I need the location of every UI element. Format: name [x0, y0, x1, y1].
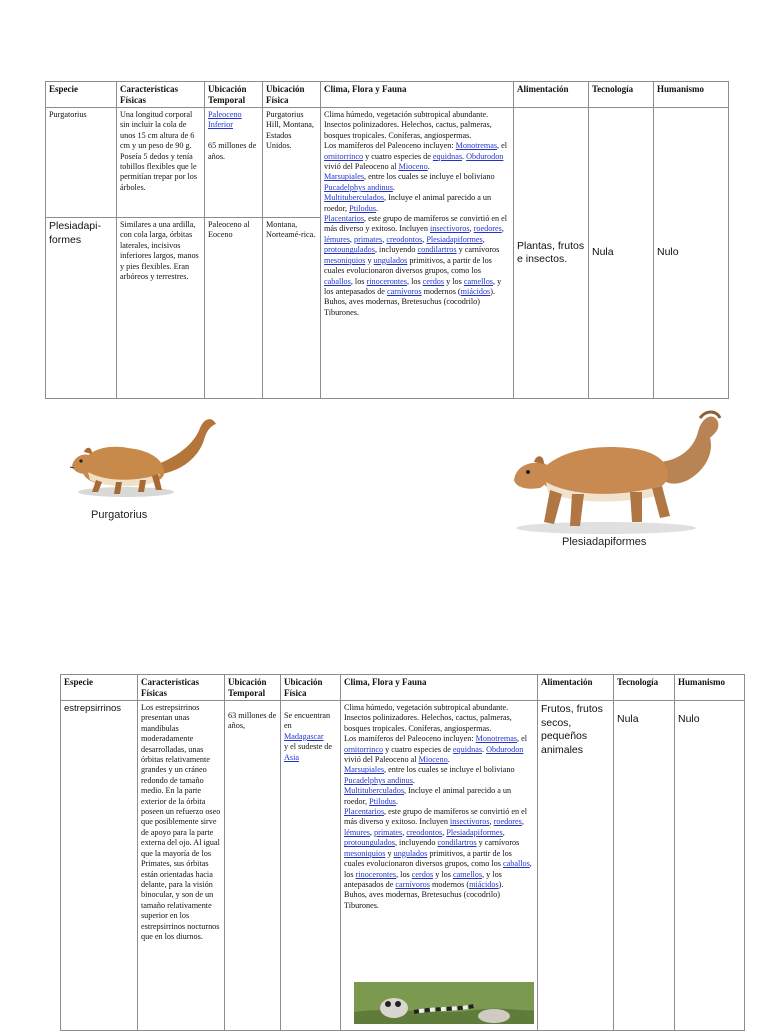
lemur-photo-graphic [354, 982, 534, 1024]
header-ubicacion-fisica: Ubicación Física [281, 675, 341, 701]
monotremas-link[interactable]: Monotremas [455, 141, 498, 151]
clima-text: , incluyendo [374, 245, 418, 255]
temporal-text: 65 millones de años. [208, 141, 257, 161]
camellos-link[interactable]: camellos [463, 276, 493, 286]
multituberculados-link[interactable]: Multituberculados [344, 786, 405, 796]
ungulados-link[interactable]: ungulados [393, 848, 428, 858]
clima-text: , entre los cuales se incluye el boliviano [384, 765, 515, 775]
mesoniquios-link[interactable]: mesoniquios [324, 255, 366, 265]
table-2-header-row [61, 675, 745, 701]
clima-text: , [482, 234, 485, 244]
clima-text: y cuatro especies de [363, 151, 433, 161]
caracteristicas-cell: Una longitud corporal sin incluir la cola de unos 15 cm altura de 6 cm y un peso de 90 g. Poseía 5 dedos y tenía tobillos flexibles que le permitían trepar por los árboles. [117, 108, 205, 218]
mioceno-link[interactable]: Mioceno [418, 755, 448, 765]
table-1 [45, 81, 729, 399]
clima-text: , [382, 234, 387, 244]
especie-cell: estrepsirrinos [61, 701, 138, 1031]
carnivoros-link[interactable]: carnívoros [395, 879, 430, 889]
clima-text: , [369, 827, 375, 837]
miacidos-link[interactable]: miácidos [460, 286, 491, 296]
clima-text: , el [517, 734, 528, 744]
caracteristicas-cell: Los estrepsirrinos presentan unas mandíbulas moderadamente desarrolladas, unas órbitas relativamente grandes y un cráneo redondo de tamaño medio. En la parte exterior de la órbita poseen un refuerzo oseo que posiblemente sirve de apoyo para la parte externa del ojo. Al igual que la mayoría de los Primates, sus órbitas están orientadas hacia delante, para la visión binocular, y son de un tamaño relativamente superior en los estrepsirrinos nocturnos que en los diurnos. [138, 701, 225, 1031]
clima-text: . [447, 755, 450, 765]
clima-text: y [385, 848, 394, 858]
humanismo-cell: Nulo [654, 108, 729, 399]
clima-text: , [402, 827, 407, 837]
asia-link[interactable]: Asia [284, 752, 300, 762]
caballos-link[interactable]: caballos [502, 859, 530, 869]
humanismo-cell: Nulo [675, 701, 745, 1031]
clima-text: y los [444, 276, 464, 286]
plesiadapiformes-illustration [510, 408, 722, 538]
tecnologia-cell: Nula [614, 701, 675, 1031]
alimentacion-cell: Plantas, frutos e insectos. [514, 108, 589, 399]
multituberculados-link[interactable]: Multituberculados [324, 193, 385, 203]
equidnas-link[interactable]: equidnas [432, 151, 463, 161]
header-ubicacion-fisica: Ubicación Física [263, 82, 321, 108]
temporal-cell: 63 millones de años, [225, 701, 281, 1031]
fisica-text: Se encuentran en [284, 711, 331, 731]
marsupiales-link[interactable]: Marsupiales [324, 172, 365, 182]
clima-cell [321, 108, 514, 399]
clima-text: primitivos, a partir de los cuales evolucionaron diversos grupos, como los [324, 255, 492, 276]
clima-text: Los mamíferos del Paleoceno incluyen: [344, 734, 476, 744]
roedores-link[interactable]: roedores [473, 224, 502, 234]
clima-text: , y los antepasados de [324, 276, 502, 296]
header-especie: Especie [46, 82, 117, 108]
lemures-link[interactable]: lémures [324, 234, 350, 244]
header-tecnologia: Tecnología [589, 82, 654, 108]
obdurodon-link[interactable]: Obdurodon [486, 744, 524, 754]
carnivoros-link[interactable]: carnívoros [386, 286, 422, 296]
table-row [46, 108, 729, 218]
clima-text: , [442, 827, 447, 837]
clima-text: Los mamíferos del Paleoceno incluyen: [324, 141, 456, 151]
header-especie: Especie [61, 675, 138, 701]
ornitorrinco-link[interactable]: ornitorrinco [324, 151, 364, 161]
creodontos-link[interactable]: creodontos [406, 827, 443, 837]
clima-text: , este grupo de mamíferos se convirtió en el más diverso y exitoso. Incluyen [324, 214, 508, 234]
clima-text: . [392, 182, 395, 192]
header-tecnologia: Tecnología [614, 675, 675, 701]
clima-text: modernos ( [421, 286, 461, 296]
condilartros-link[interactable]: condilartros [417, 245, 457, 255]
purgatorius-caption: Purgatorius [91, 509, 148, 521]
camellos-link[interactable]: camellos [452, 869, 483, 879]
clima-text: , [501, 224, 504, 234]
header-clima: Clima, Flora y Fauna [321, 82, 514, 108]
lemures-link[interactable]: lémures [344, 827, 370, 837]
clima-text: y carnívoros [476, 838, 520, 848]
clima-text: primitivos, a partir de los cuales evolucionaron diversos grupos, como los [344, 848, 512, 869]
header-caracteristicas: Características Físicas [117, 82, 205, 108]
tecnologia-cell: Nula [589, 108, 654, 399]
cerdos-link[interactable]: cerdos [422, 276, 445, 286]
clima-text: , [502, 827, 505, 837]
clima-text: , los [344, 859, 532, 879]
clima-text: y los [433, 869, 453, 879]
equidnas-link[interactable]: equidnas [452, 744, 483, 754]
clima-text: . [412, 775, 415, 785]
clima-text: . [376, 203, 379, 213]
clima-text: . [462, 151, 467, 161]
table-1-header-row [46, 82, 729, 108]
clima-text: Clima húmedo, vegetación subtropical abundante. Insectos polinizadores. Helechos, cactus, palmeras, bosques tropicales. Coníferas, angiospermas. [344, 703, 512, 733]
monotremas-link[interactable]: Monotremas [475, 734, 518, 744]
clima-text: ). [498, 879, 504, 889]
clima-text: , este grupo de mamíferos se convirtió en el más diverso y exitoso. Incluyen [344, 807, 528, 827]
ptilodus-link[interactable]: Ptilodus [369, 796, 396, 806]
ptilodus-link[interactable]: Ptilodus [349, 203, 376, 213]
pucadelphys-link[interactable]: Pucadelphys andinus [324, 182, 393, 192]
marsupiales-link[interactable]: Marsupiales [344, 765, 385, 775]
obdurodon-link[interactable]: Obdurodon [466, 151, 504, 161]
condilartros-link[interactable]: condilartros [437, 838, 477, 848]
clima-text: ). [490, 286, 496, 296]
clima-text: y cuatro especies de [383, 744, 453, 754]
fisica-cell: Purgatorius Hill, Montana, Estados Unidos. [263, 108, 321, 218]
clima-text: . [427, 162, 430, 172]
placentarios-link[interactable]: Placentarios [344, 807, 385, 817]
temporal-cell: Paleoceno al Eoceno [205, 218, 263, 399]
mesoniquios-link[interactable]: mesoniquios [344, 848, 386, 858]
header-alimentacion: Alimentación [538, 675, 614, 701]
rinocerontes-link[interactable]: rinocerontes [366, 276, 407, 286]
pucadelphys-link[interactable]: Pucadelphys andinus [344, 775, 413, 785]
creodontos-link[interactable]: creodontos [386, 234, 423, 244]
clima-text: , [349, 234, 355, 244]
roedores-link[interactable]: roedores [493, 817, 522, 827]
header-humanismo: Humanismo [654, 82, 729, 108]
fisica-text: y el sudeste de [284, 742, 332, 752]
placentarios-link[interactable]: Placentarios [324, 214, 365, 224]
purgatorius-illustration [66, 412, 218, 504]
insectivoros-link[interactable]: insectívoros [429, 224, 470, 234]
ungulados-link[interactable]: ungulados [373, 255, 408, 265]
insectivoros-link[interactable]: insectívoros [449, 817, 490, 827]
rinocerontes-link[interactable]: rinocerontes [355, 869, 397, 879]
fisica-cell: Montana, Norteamé-rica. [263, 218, 321, 399]
clima-text: Buhos, aves modernas, Bretesuchus (cocodrilo) Tiburones. [324, 297, 480, 317]
ornitorrinco-link[interactable]: ornitorrinco [344, 744, 384, 754]
temporal-cell [205, 108, 263, 218]
table-row [61, 701, 745, 1031]
clima-text: , el [497, 141, 508, 151]
especie-cell: Plesiadapi-formes [46, 218, 117, 399]
clima-text: modernos ( [429, 879, 470, 889]
clima-text: Buhos, aves modernas, Bretesuchus (cocodrilo) Tiburones. [344, 890, 500, 910]
clima-text: , los [396, 869, 412, 879]
protoungulados-link[interactable]: protoungulados [324, 245, 375, 255]
clima-text: , Incluye el animal parecido a un roedor, [324, 193, 492, 213]
plesiadapiformes-caption: Plesiadapiformes [562, 536, 647, 548]
clima-text: . [482, 744, 487, 754]
fisica-cell [281, 701, 341, 1031]
clima-text: , incluyendo [394, 838, 438, 848]
clima-text: y [365, 255, 374, 265]
clima-text: y carnívoros [456, 245, 500, 255]
clima-text: . [396, 796, 399, 806]
especie-cell: Purgatorius [46, 108, 117, 218]
clima-text: , los [407, 276, 423, 286]
paleoceno-inferior-link[interactable]: Paleoceno Inferior [208, 110, 242, 130]
clima-text: , Incluye el animal parecido a un roedor, [344, 786, 512, 806]
plesiadapiformes-link[interactable]: Plesiadapiformes [426, 234, 483, 244]
clima-text: , [469, 224, 474, 234]
miacidos-link[interactable]: miácidos [469, 879, 499, 889]
header-alimentacion: Alimentación [514, 82, 589, 108]
clima-cell [341, 701, 538, 1031]
lemur-photo [354, 982, 534, 1024]
clima-text: , [422, 234, 427, 244]
header-ubicacion-temporal: Ubicación Temporal [205, 82, 263, 108]
table-2 [60, 674, 745, 1031]
alimentacion-cell: Frutos, frutos secos, pequeños animales [538, 701, 614, 1031]
caracteristicas-cell: Similares a una ardilla, con cola larga, órbitas laterales, incisivos inferiores largos, manos y pies flexibles. Eran arbóreos y terrestres. [117, 218, 205, 399]
header-ubicacion-temporal: Ubicación Temporal [225, 675, 281, 701]
clima-text: , [521, 817, 524, 827]
primates-link[interactable]: primates [374, 827, 403, 837]
caballos-link[interactable]: caballos [324, 276, 351, 286]
header-humanismo: Humanismo [675, 675, 745, 701]
clima-text: , y los antepasados de [344, 869, 502, 889]
primates-link[interactable]: primates [354, 234, 383, 244]
cerdos-link[interactable]: cerdos [411, 869, 434, 879]
plesiadapiformes-link[interactable]: Plesiadapiformes [446, 827, 503, 837]
protoungulados-link[interactable]: protoungulados [344, 838, 395, 848]
header-caracteristicas: Características Físicas [138, 675, 225, 701]
clima-text: , entre los cuales se incluye el boliviano [364, 172, 495, 182]
clima-text: , los [350, 276, 367, 286]
clima-text: vivió del Paleoceno al [344, 755, 419, 765]
madagascar-link[interactable]: Madagascar [284, 731, 324, 741]
mioceno-link[interactable]: Mioceno [398, 162, 428, 172]
clima-text: Clima húmedo, vegetación subtropical abundante. Insectos polinizadores. Helechos, cactus, palmeras, bosques tropicales. Coníferas, angiospermas. [324, 110, 492, 140]
clima-text: , [489, 817, 494, 827]
header-clima: Clima, Flora y Fauna [341, 675, 538, 701]
clima-text: vivió del Paleoceno al [324, 162, 399, 172]
